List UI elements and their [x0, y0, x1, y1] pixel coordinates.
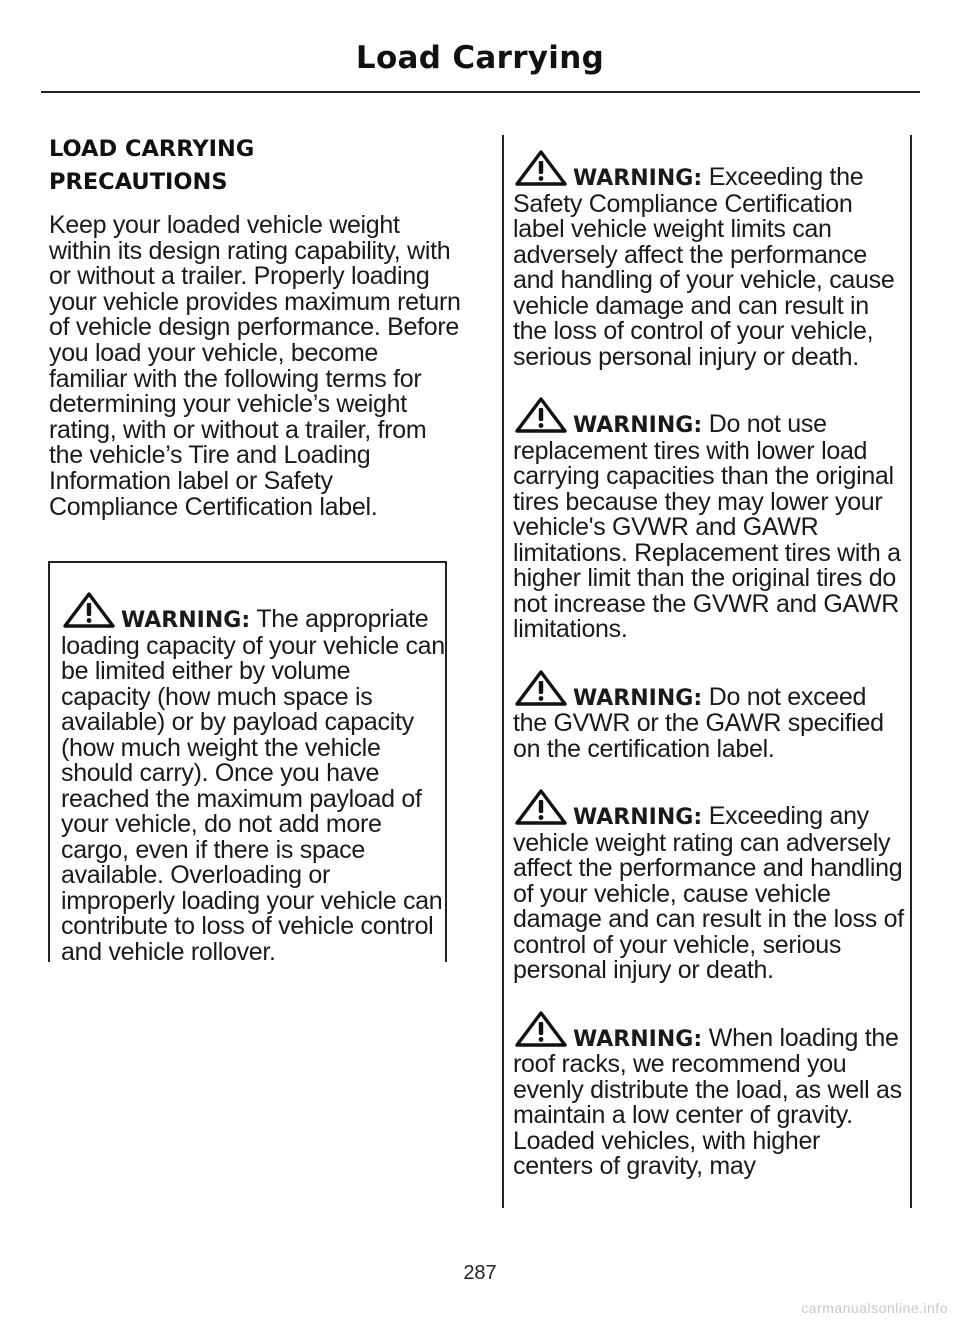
intro-paragraph: Keep your loaded vehicle weight within its design rating capability, with or without a trailer. Properly loading your vehicle provides maximum return of vehicle design performance. Before you load your vehicle, become familiar with the following terms for determining your vehicle’s weight rating, with or without a trailer, from the vehicle’s Tire and Loading Information label or Safety Compliance Certification label.: [49, 211, 461, 521]
right-column-warnings: [502, 135, 912, 1208]
warning-block: [513, 396, 906, 643]
warning-label: WARNING:: [573, 685, 703, 711]
warning-triangle-icon: [513, 396, 569, 434]
warning-text: Do not exceed the GVWR or the GAWR specified on the certification label.: [513, 682, 884, 763]
warning-label: WARNING:: [121, 608, 251, 633]
warning-text: Exceeding the Safety Compliance Certification label vehicle weight limits can adversely affect the performance and handling of your vehicle, cause vehicle damage and can result in the loss of control of your vehicle, serious personal injury or death.: [513, 163, 895, 371]
page-number: 287: [463, 1262, 497, 1284]
warning-triangle-icon: [61, 591, 117, 629]
warning-triangle-icon: [513, 669, 569, 707]
warning-text: Exceeding any vehicle weight rating can adversely affect the performance and handling of your vehicle, cause vehicle damage and can result in the loss of control of your vehicle, serious personal injury or death.: [513, 802, 904, 984]
page-title: Load Carrying: [355, 40, 605, 76]
warning-triangle-icon: [513, 149, 569, 187]
section-heading-line2: PRECAUTIONS: [49, 169, 228, 195]
section-heading-line1: LOAD CARRYING: [49, 136, 255, 162]
warning-block: [513, 788, 906, 984]
warning-label: WARNING:: [573, 413, 703, 438]
warning-text: When loading the roof racks, we recommend you evenly distribute the load, as well as maintain a low center of gravity. Loaded vehicles, with higher centers of gravity, may: [513, 1023, 902, 1180]
warning-text: Do not use replacement tires with lower load carrying capacities than the original tires because they may lower your vehicle's GVWR and GAWR limitations. Replacement tires with a higher limit than the original tires do not increase the GVWR and GAWR limitations.: [513, 410, 901, 643]
warning-label: WARNING:: [573, 805, 703, 830]
warning-block: [513, 1010, 906, 1180]
warning-triangle-icon: [513, 1010, 569, 1048]
warning-block: [513, 149, 906, 370]
section-heading: [49, 133, 461, 199]
warning-triangle-icon: [513, 788, 569, 826]
header-divider: [41, 91, 920, 93]
warning-label: WARNING:: [573, 1026, 703, 1052]
warning-label: WARNING:: [573, 166, 703, 191]
watermark: carmanualsonline.info: [801, 1300, 948, 1316]
warning-text: The appropriate loading capacity of your vehicle can be limited either by volume capacity (how much space is available) or by payload capacity (how much weight the vehicle should carry). Once you have reached the maximum payload of your vehicle, do not add more cargo, even if there is space available. Overloading or improperly loading your vehicle can contribute to loss of vehicle control and vehicle rollover.: [61, 605, 445, 966]
warning-block: [61, 591, 445, 965]
warning-block: [513, 669, 906, 763]
warning-box-left: [48, 561, 447, 966]
left-column: [49, 133, 461, 520]
